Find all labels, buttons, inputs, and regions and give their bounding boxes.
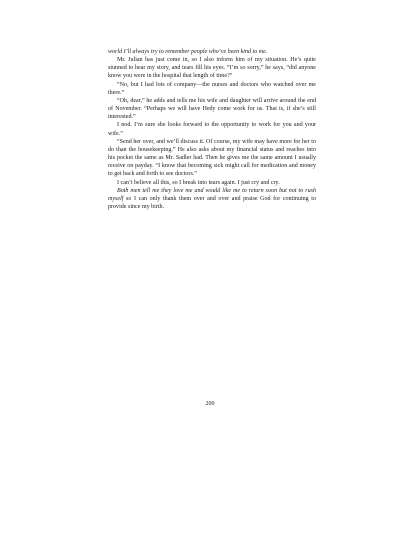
paragraph: I nod. I’m sure she looks forward to the opportunity to work for you and your wife.”: [108, 122, 316, 137]
paragraph-final: [108, 187, 316, 211]
paragraph: Mr. Julian has just come in, so I also inform him of my situation. He’s quite stunned to hear my story, and tears fill his eyes. “I’m so sorry,” he says, “did anyone know you were in the hospital that length of time?”: [108, 57, 316, 80]
page-number: 200: [205, 401, 215, 407]
paragraph: “No, but I had lots of company—the nurses and doctors who watched over me there.”: [108, 81, 316, 96]
opening-line: world I’ll always try to remember people who’ve been kind to me.: [108, 49, 268, 55]
paragraph-final-rest: so I can only thank them over and over and praise God for continuing to provide since my birth.: [108, 195, 316, 210]
paragraph: “Send her over, and we’ll discuss it. Of course, my wife may have more for her to do than the housekeeping.” He also asks about my financial status and reaches into his pocket the same as Mr. Sadler had. Then he gives me the same amount I usually receive on payday. “I know that becoming sick might call for medication and money to get back and forth to see doctors.”: [108, 138, 316, 178]
page-body-text: [108, 48, 316, 211]
paragraph: “Oh, dear,” he adds and tells me his wife and daughter will arrive around the end of November. “Perhaps we will have Hedy come work for us. That is, if she’s still interested.”: [108, 97, 316, 121]
paragraph: I can’t believe all this, so I break into tears again. I just cry and cry.: [117, 179, 280, 186]
paragraph-final-italic: Both men tell me they love me and would like me to return soon but not to rush myself: [108, 187, 316, 202]
